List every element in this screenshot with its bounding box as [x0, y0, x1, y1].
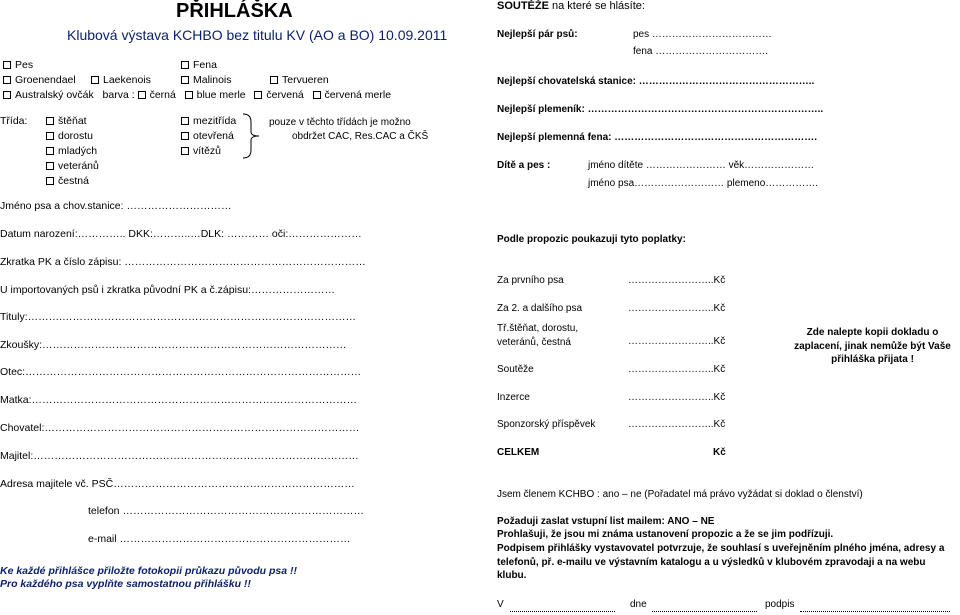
fee-label: Sponzorský příspěvek	[497, 419, 596, 430]
checkbox-icon[interactable]	[3, 61, 11, 69]
checkbox-icon[interactable]	[270, 76, 278, 84]
fee-value[interactable]: ……………………..Kč	[628, 303, 726, 314]
date-label: dne	[630, 599, 647, 610]
checkbox-icon[interactable]	[46, 117, 54, 125]
field-owner[interactable]: Majitel:…………………………………………………………………………………	[0, 450, 359, 462]
best-stud[interactable]: Nejlepší plemeník: ……………………………………………………………..	[497, 104, 824, 115]
class-stenat[interactable]	[46, 115, 87, 127]
sex-female-option[interactable]	[181, 59, 217, 71]
checkbox-icon[interactable]	[91, 76, 99, 84]
fee-total-value[interactable]: Kč	[713, 447, 726, 458]
checkbox-icon[interactable]	[46, 177, 54, 185]
breed-label: Laekenois	[103, 74, 151, 86]
breed-australian-row	[3, 89, 391, 101]
color-option-label: černá	[149, 89, 176, 101]
fee-value[interactable]: ……………………..Kč	[628, 275, 726, 286]
fee-label: Za 2. a dalšího psa	[497, 303, 583, 314]
class-veteranu[interactable]	[46, 160, 99, 172]
payment-proof-note: Zde nalepte kopii dokladu o zaplacení, jinak nemůže být Vaše přihláška přijata !	[794, 327, 951, 365]
breed-groenendael[interactable]	[3, 74, 76, 86]
breed-label: Tervueren	[282, 74, 329, 86]
fee-value[interactable]: ……………………..Kč	[628, 419, 726, 430]
child-dog-field[interactable]: jméno psa……………………… plemeno…………….	[588, 178, 819, 189]
fee-label: Tř.štěňat, dorostu, veteránů, čestná	[497, 323, 579, 348]
signature-field[interactable]	[800, 611, 950, 612]
fee-label: Inzerce	[497, 392, 530, 403]
field-father[interactable]: Otec:……………………………………………………………………………………	[0, 366, 362, 378]
color-option-label: blue merle	[196, 89, 246, 101]
breed-label: Groenendael	[15, 74, 76, 86]
form-title: PŘIHLÁŠKA	[176, 0, 293, 22]
signature-label: podpis	[765, 599, 795, 610]
field-phone[interactable]: telefon ……………………………………………………………	[88, 505, 364, 517]
class-option-label: mezitřída	[193, 115, 237, 127]
curly-brace-icon	[241, 112, 265, 160]
best-kennel[interactable]: Nejlepší chovatelská stanice: ……………………………………………..	[497, 76, 815, 87]
competitions-heading: SOUTĚŽE na které se hlásíte:	[497, 0, 645, 12]
best-pair-label: Nejlepší pár psů:	[497, 29, 578, 40]
class-option-label: dorostu	[58, 130, 94, 142]
field-exams[interactable]: Zkoušky:……………………………………………………………………………	[0, 339, 347, 351]
email-request[interactable]: Požaduji zaslat vstupní list mailem: ANO – NE	[497, 516, 715, 527]
class-option-label: štěňat	[58, 115, 87, 127]
breed-laekenois[interactable]	[91, 74, 151, 86]
class-dorostu[interactable]	[46, 130, 93, 142]
checkbox-icon[interactable]	[138, 91, 146, 99]
field-breeder[interactable]: Chovatel:………………………………………………………………………………	[0, 422, 360, 434]
child-name-field[interactable]: jméno dítěte …………………… věk…………………	[588, 160, 815, 171]
breed-label: Australský ovčák	[15, 89, 94, 101]
fee-value[interactable]: ……………………..Kč	[628, 392, 726, 403]
fee-label: Za prvního psa	[497, 275, 564, 286]
best-brood-bitch[interactable]: Nejlepší plemenná fena: …………………………………………………….	[497, 132, 818, 143]
checkbox-icon[interactable]	[3, 91, 11, 99]
checkbox-icon[interactable]	[46, 147, 54, 155]
breed-tervueren[interactable]	[270, 74, 329, 86]
class-cestna[interactable]	[46, 175, 89, 187]
class-vitezu[interactable]	[181, 145, 221, 157]
class-option-label: vítězů	[193, 145, 222, 157]
field-dog-name[interactable]: Jméno psa a chov.stanice: …………………………	[0, 200, 232, 212]
field-titles[interactable]: Tituly:……….…………………………………………………………………………	[0, 311, 357, 323]
breed-label: Malinois	[193, 74, 232, 86]
fee-value[interactable]: ……………………..Kč	[628, 364, 726, 375]
class-mezitrida[interactable]	[181, 115, 236, 127]
footnote-pedigree: Ke každé přihlášce přiložte fotokopii průkazu původu psa !!	[0, 565, 297, 577]
color-label: barva :	[102, 89, 135, 101]
checkbox-icon[interactable]	[313, 91, 321, 99]
date-field[interactable]	[652, 611, 757, 612]
checkbox-icon[interactable]	[3, 76, 11, 84]
checkbox-icon[interactable]	[181, 61, 189, 69]
class-option-label: veteránů	[58, 160, 99, 172]
fee-total-label: CELKEM	[497, 447, 540, 458]
child-dog-label: Dítě a pes :	[497, 160, 551, 171]
color-option-label: červená	[266, 89, 304, 101]
class-note-line1: pouze v těchto třídách je možno	[269, 117, 411, 128]
sex-male-option[interactable]	[3, 59, 33, 71]
fee-value[interactable]: ……………………..Kč	[628, 336, 726, 347]
checkbox-icon[interactable]	[46, 162, 54, 170]
class-note-line2: obdržet CAC, Res.CAC a ČKŠ	[292, 131, 429, 142]
best-pair-dog[interactable]: pes ………………………………	[633, 29, 772, 40]
class-option-label: čestná	[58, 175, 89, 187]
best-pair-bitch[interactable]: fena …………………………….	[633, 46, 769, 57]
fee-label: Soutěže	[497, 364, 534, 375]
place-label: V	[497, 599, 504, 610]
checkbox-icon[interactable]	[181, 117, 189, 125]
field-mother[interactable]: Matka:…………………………………………………………………………………	[0, 394, 358, 406]
declaration-propositions: Prohlašuji, že jsou mi známa ustanovení propozic a že se jim podřízuji.	[497, 529, 834, 540]
class-otevrena[interactable]	[181, 130, 234, 142]
place-field[interactable]	[510, 611, 615, 612]
field-birth-date[interactable]: Datum narození:………….. DKK:………..…DLK: ………… oči:…………………	[0, 228, 362, 240]
class-option-label: mladých	[58, 145, 98, 157]
breed-malinois[interactable]	[181, 74, 232, 86]
sex-male-label: Pes	[15, 59, 34, 71]
field-owner-address[interactable]: Adresa majitele vč. PSČ……………………………………………………………	[0, 478, 355, 490]
checkbox-icon[interactable]	[185, 91, 193, 99]
color-option-label: červená merle	[324, 89, 392, 101]
declaration-consent: Podpisem přihlášky vystavovatel potvrzuje, že souhlasí s uveřejněním plného jména, adresy a telefonů, př. e-mailu ve výstavním katalogu a u výsledků v klubovém zpravodaji a na webu klubu.	[497, 543, 945, 581]
checkbox-icon[interactable]	[254, 91, 262, 99]
field-email[interactable]: e-mail …………………………………………………………	[88, 533, 351, 545]
checkbox-icon[interactable]	[181, 147, 189, 155]
membership-line[interactable]: Jsem členem KCHBO : ano – ne (Pořadatel má právo vyžádat si doklad o členství)	[497, 489, 863, 500]
checkbox-icon[interactable]	[181, 76, 189, 84]
field-registry[interactable]: Zkratka PK a číslo zápisu: ……………………………………………………………	[0, 256, 366, 268]
field-import[interactable]: U importovaných psů i zkratka původní PK a č.zápisu:……………………	[0, 284, 335, 296]
class-option-label: otevřená	[193, 130, 234, 142]
footnote-separate: Pro každého psa vyplňte samostatnou přihlášku !!	[0, 578, 251, 590]
class-label: Třída:	[0, 115, 28, 127]
class-mladych[interactable]	[46, 145, 97, 157]
fees-heading: Podle propozic poukazuji tyto poplatky:	[497, 234, 686, 245]
checkbox-icon[interactable]	[181, 132, 189, 140]
sex-female-label: Fena	[193, 59, 217, 71]
checkbox-icon[interactable]	[46, 132, 54, 140]
form-subtitle: Klubová výstava KCHBO bez titulu KV (AO a BO) 10.09.2011	[67, 27, 448, 43]
